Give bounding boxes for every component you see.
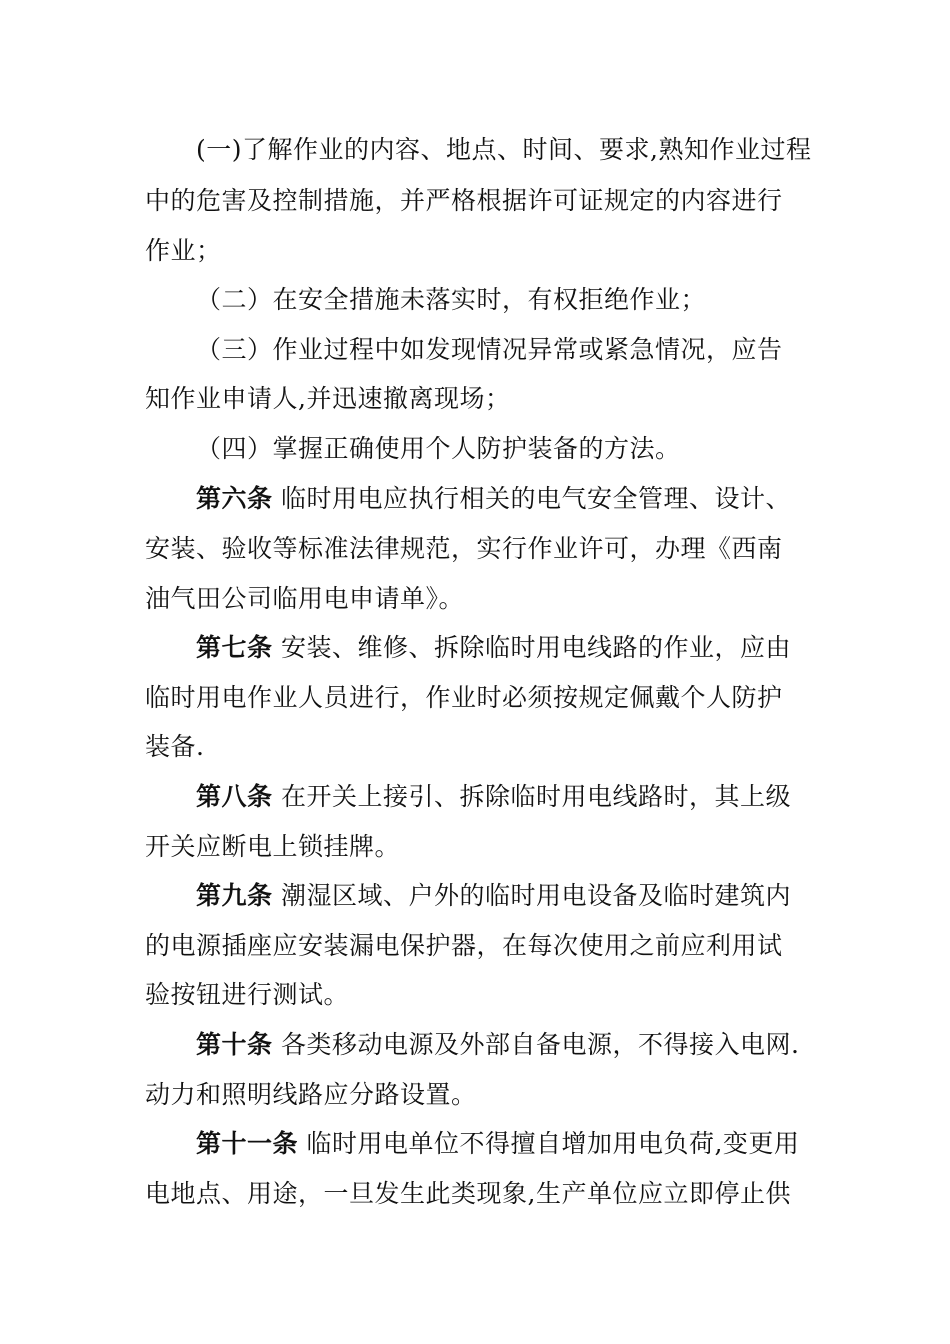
article-line xyxy=(196,1028,799,1062)
text-line: 装备. xyxy=(145,732,205,761)
text-line: 开关应断电上锁挂牌。 xyxy=(145,832,401,861)
article-heading: 第八条 xyxy=(196,782,273,811)
article-line xyxy=(196,780,791,814)
article-text: 在开关上接引、拆除临时用电线路时，其上级 xyxy=(280,782,791,811)
article-line xyxy=(196,879,791,913)
text-line: 作业； xyxy=(145,236,222,265)
text-line: 临时用电作业人员进行，作业时必须按规定佩戴个人防护 xyxy=(145,683,783,712)
text-line: 动力和照明线路应分路设置。 xyxy=(145,1080,477,1109)
article-text: 临时用电单位不得擅自增加用电负荷,变更用 xyxy=(306,1129,800,1158)
article-text: 临时用电应执行相关的电气安全管理、设计、 xyxy=(280,484,791,513)
article-text: 安装、维修、拆除临时用电线路的作业，应由 xyxy=(280,633,791,662)
text-line: 的电源插座应安装漏电保护器，在每次使用之前应利用试 xyxy=(145,931,783,960)
text-line: （三）作业过程中如发现情况异常或紧急情况，应告 xyxy=(196,335,783,364)
text-line: 电地点、用途，一旦发生此类现象,生产单位应立即停止供 xyxy=(145,1179,791,1208)
text-line: (一)了解作业的内容、地点、时间、要求,熟知作业过程 xyxy=(196,135,812,164)
article-line xyxy=(196,482,791,516)
article-text: 各类移动电源及外部自备电源，不得接入电网. xyxy=(280,1030,800,1059)
text-line: 油气田公司临用电申请单》。 xyxy=(145,584,465,613)
text-line: （二）在安全措施未落实时，有权拒绝作业； xyxy=(196,285,707,314)
article-line xyxy=(196,631,791,665)
article-heading: 第十条 xyxy=(196,1030,273,1059)
text-line: 中的危害及控制措施，并严格根据许可证规定的内容进行 xyxy=(145,186,783,215)
text-line: 知作业申请人,并迅速撤离现场； xyxy=(145,384,511,413)
article-text: 潮湿区域、户外的临时用电设备及临时建筑内 xyxy=(280,881,791,910)
text-line: 验按钮进行测试。 xyxy=(145,980,350,1009)
article-line xyxy=(196,1127,799,1161)
article-heading: 第十一条 xyxy=(196,1129,299,1158)
text-line: （四）掌握正确使用个人防护装备的方法。 xyxy=(196,434,681,463)
article-heading: 第六条 xyxy=(196,484,273,513)
article-heading: 第七条 xyxy=(196,633,273,662)
text-line: 安装、验收等标准法律规范，实行作业许可，办理《西南 xyxy=(145,534,783,563)
article-heading: 第九条 xyxy=(196,881,273,910)
